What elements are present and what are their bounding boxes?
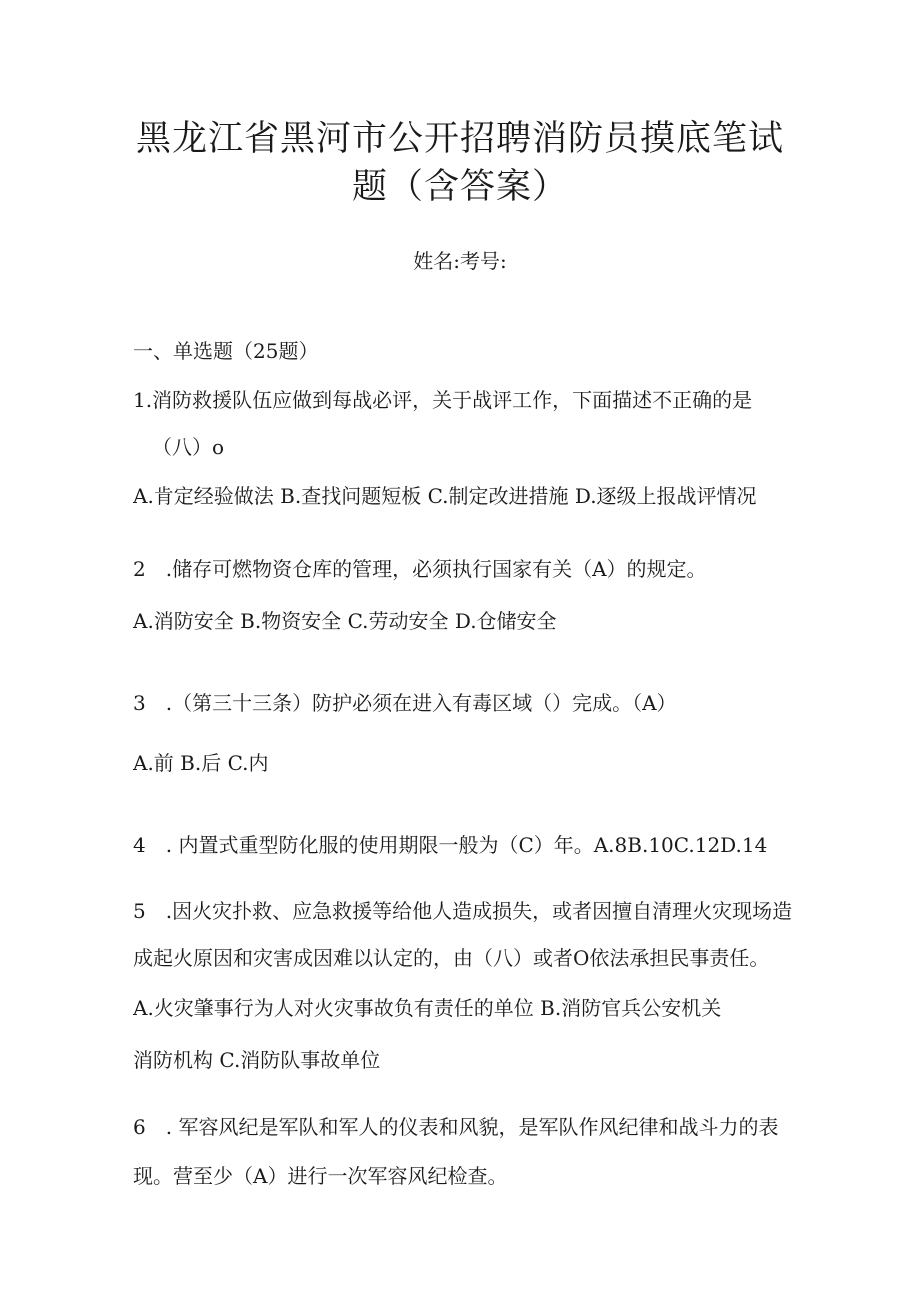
question-1-options: A.肯定经验做法 B.查找问题短板 C.制定改进措施 D.逐级上报战评情况	[133, 484, 757, 508]
question-5-text-line-1: 5 .因火灾扑救、应急救援等给他人造成损失，或者因擅自清理火灾现场造	[133, 899, 793, 923]
question-2-options: A.消防安全 B.物资安全 C.劳动安全 D.仓储安全	[133, 609, 557, 633]
question-6-text-line-2: 现。营至少（A）进行一次军容风纪检查。	[133, 1164, 508, 1188]
section-heading: 一、单选题（25题）	[133, 339, 319, 363]
name-exam-number-field: 姓名:考号:	[413, 249, 507, 273]
question-1-text: 1.消防救援队伍应做到每战必评，关于战评工作，下面描述不正确的是	[133, 388, 753, 412]
doc-title-line-2: 题（含答案）	[351, 167, 568, 207]
question-5-options-line-1: A.火灾肇事行为人对火灾事故负有责任的单位 B.消防官兵公安机关	[133, 996, 722, 1020]
doc-title-line-1: 黑龙江省黑河市公开招聘消防员摸底笔试	[135, 119, 784, 159]
question-2-text: 2 .储存可燃物资仓库的管理，必须执行国家有关（A）的规定。	[133, 557, 707, 581]
question-6-text-line-1: 6 . 军容风纪是军队和军人的仪表和风貌，是军队作风纪律和战斗力的表	[133, 1115, 779, 1139]
question-5-text-line-2: 成起火原因和灾害成因难以认定的，由（八）或者O依法承担民事责任。	[133, 946, 770, 970]
question-5-options-line-2: 消防机构 C.消防队事故单位	[133, 1048, 381, 1072]
question-4-text: 4 . 内置式重型防化服的使用期限一般为（C）年。A.8B.10C.12D.14	[133, 833, 768, 857]
question-3-options: A.前 B.后 C.内	[133, 751, 269, 775]
question-1-answer: （八）o	[152, 435, 225, 459]
question-3-text: 3 .（第三十三条）防护必须在进入有毒区域（）完成。（A）	[133, 691, 677, 715]
